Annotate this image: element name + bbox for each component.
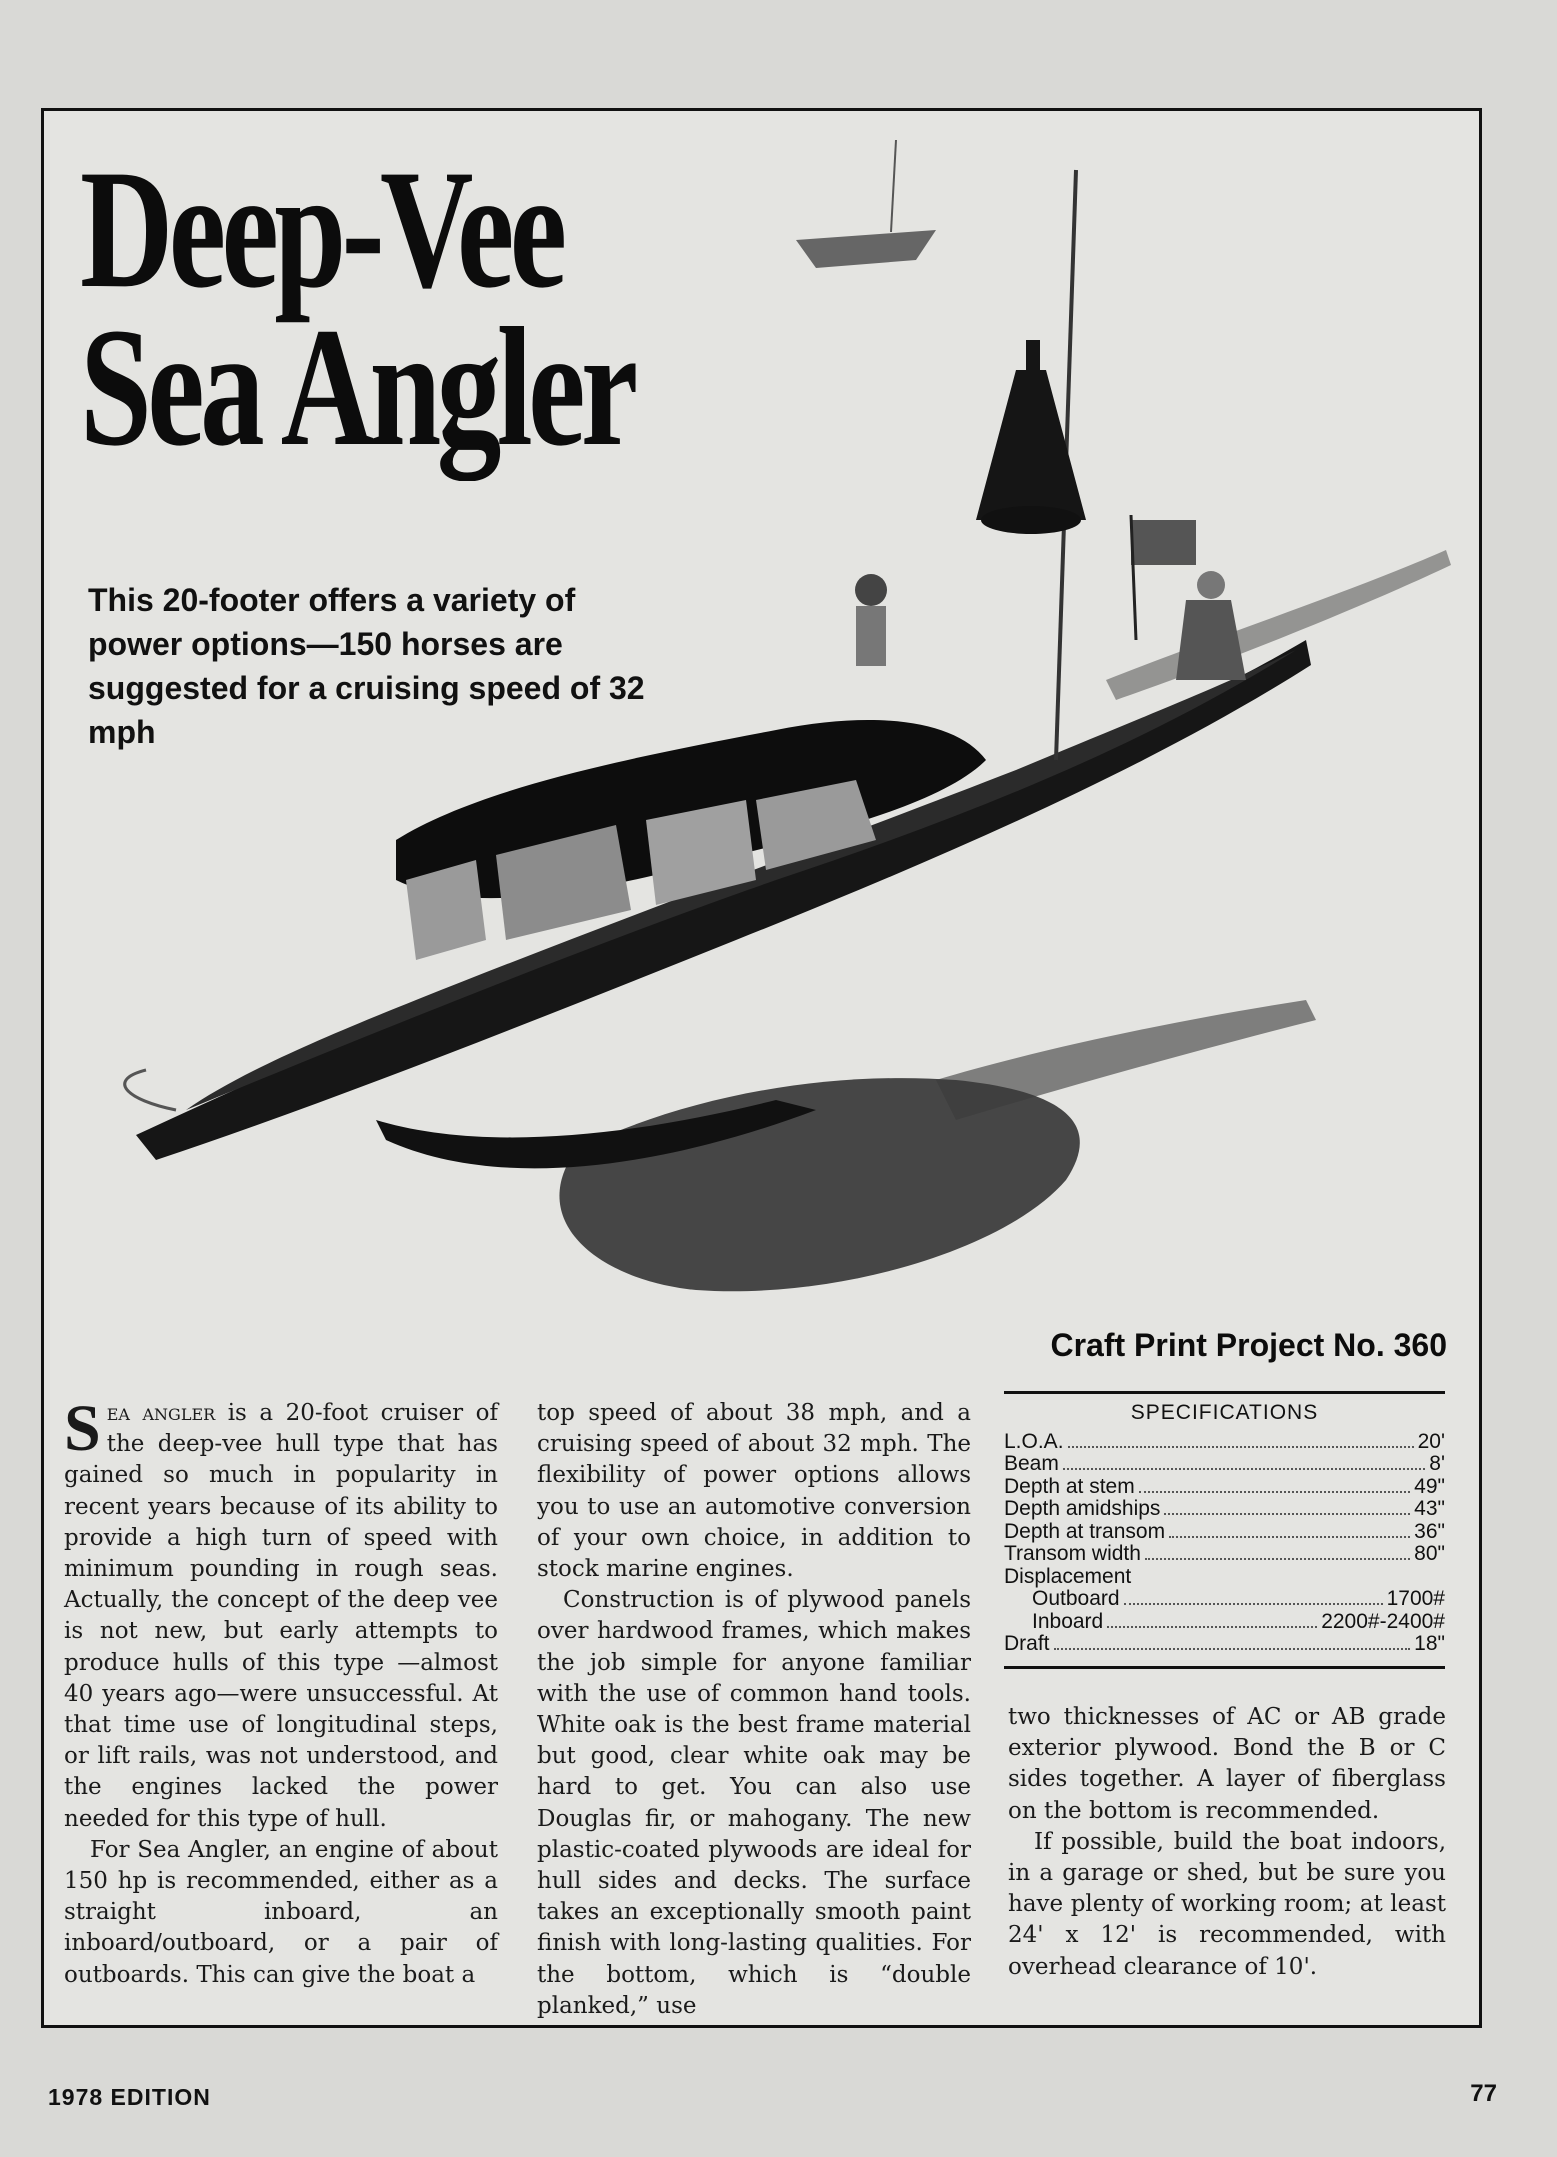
specifications-box <box>1004 1391 1445 1669</box>
paragraph-2: For Sea Angler, an engine of about 150 hp is recommended, either as a straight inboard, an inboard/outboard, or a pair of outboards. This can give the boat a <box>64 1836 498 1988</box>
spec-value: 1700# <box>1386 1587 1445 1610</box>
edition-label: 1978 EDITION <box>48 2084 211 2110</box>
article-column-2 <box>537 1398 971 2022</box>
spec-row <box>1004 1633 1445 1656</box>
spec-value: 2200#-2400# <box>1321 1609 1445 1633</box>
spec-row <box>1004 1431 1445 1454</box>
spec-value: 8' <box>1429 1452 1445 1475</box>
drop-cap: S <box>64 1392 101 1465</box>
title-line-2: Sea Angler <box>80 293 634 481</box>
page-number: 77 <box>1470 2080 1497 2107</box>
specifications-heading: SPECIFICATIONS <box>1130 1401 1319 1424</box>
spec-label: Depth at stem <box>1004 1474 1135 1498</box>
paragraph-1-text: is a 20-foot cruiser of the deep-vee hull type that has gained so much in popularity in recent years because of its ability to provide a high turn of speed with minimum pounding in rough seas. Actually, the concept of the deep vee is not new, but early attempts to produce hulls of this type —almost 40 years ago—were unsuccessful. At that time use of longitudinal steps, or lift rails, was not understood, and the engines lacked the power needed for this type of hull. <box>64 1400 498 1832</box>
lead-in: ea angler <box>106 1400 216 1426</box>
spec-label: L.O.A. <box>1004 1429 1064 1453</box>
paragraph-4: If possible, build the boat indoors, in a garage or shed, but be sure you have plenty of working room; at least 24' x 12' is recommended, with overhead clearance of 10'. <box>1008 1828 1446 1980</box>
spec-value: 20' <box>1417 1429 1445 1453</box>
title-line-1: Deep-Vee <box>80 135 563 323</box>
spec-value: 36" <box>1414 1519 1445 1543</box>
spec-row <box>1004 1476 1445 1499</box>
article-column-3 <box>1008 1702 1446 1983</box>
paragraph-2-continued: top speed of about 38 mph, and a cruising speed of about 32 mph. The flexibility of power options allows you to use an automotive conversion of your own choice, in addition to stock marine engines. <box>537 1400 971 1583</box>
spec-row <box>1004 1588 1445 1611</box>
spec-value: 80" <box>1414 1542 1445 1565</box>
spec-row <box>1004 1566 1445 1589</box>
article-column-1 <box>64 1392 498 1991</box>
spec-label: Transom width <box>1004 1542 1141 1565</box>
paragraph-1 <box>64 1392 498 1835</box>
spec-row <box>1004 1521 1445 1544</box>
spec-value: 49" <box>1414 1474 1445 1498</box>
spec-row <box>1004 1543 1445 1566</box>
project-label: Craft Print Project No. 360 <box>1050 1327 1447 1363</box>
spec-label: Inboard <box>1032 1609 1104 1633</box>
spec-label: Draft <box>1004 1632 1050 1655</box>
spec-value: 43" <box>1414 1497 1445 1520</box>
spec-value: 18" <box>1414 1632 1445 1655</box>
spec-label: Depth amidships <box>1004 1497 1161 1520</box>
spec-label: Beam <box>1004 1452 1059 1475</box>
article-title <box>80 135 634 481</box>
spec-label: Displacement <box>1004 1564 1132 1588</box>
paragraph-3-continued: two thicknesses of AC or AB grade exterior plywood. Bond the B or C sides together. A layer of fiberglass on the bottom is recommended. <box>1008 1704 1446 1824</box>
spec-label: Depth at transom <box>1004 1519 1166 1543</box>
article-subtitle: This 20-footer offers a variety of power options—150 horses are suggested for a cruising speed of 32 mph <box>88 582 645 750</box>
spec-label: Outboard <box>1032 1587 1120 1610</box>
paragraph-3: Construction is of plywood panels over hardwood frames, which makes the job simple for anyone familiar with the use of common hand tools. White oak is the best frame material but good, clear white oak may be hard to get. You can also use Douglas fir, or mahogany. The new plastic-coated plywoods are ideal for hull sides and decks. The surface takes an exceptionally smooth paint finish with long-lasting qualities. For the bottom, which is “double planked,” use <box>537 1587 971 2019</box>
spec-row <box>1004 1453 1445 1476</box>
spec-row <box>1004 1611 1445 1634</box>
spec-row <box>1004 1498 1445 1521</box>
